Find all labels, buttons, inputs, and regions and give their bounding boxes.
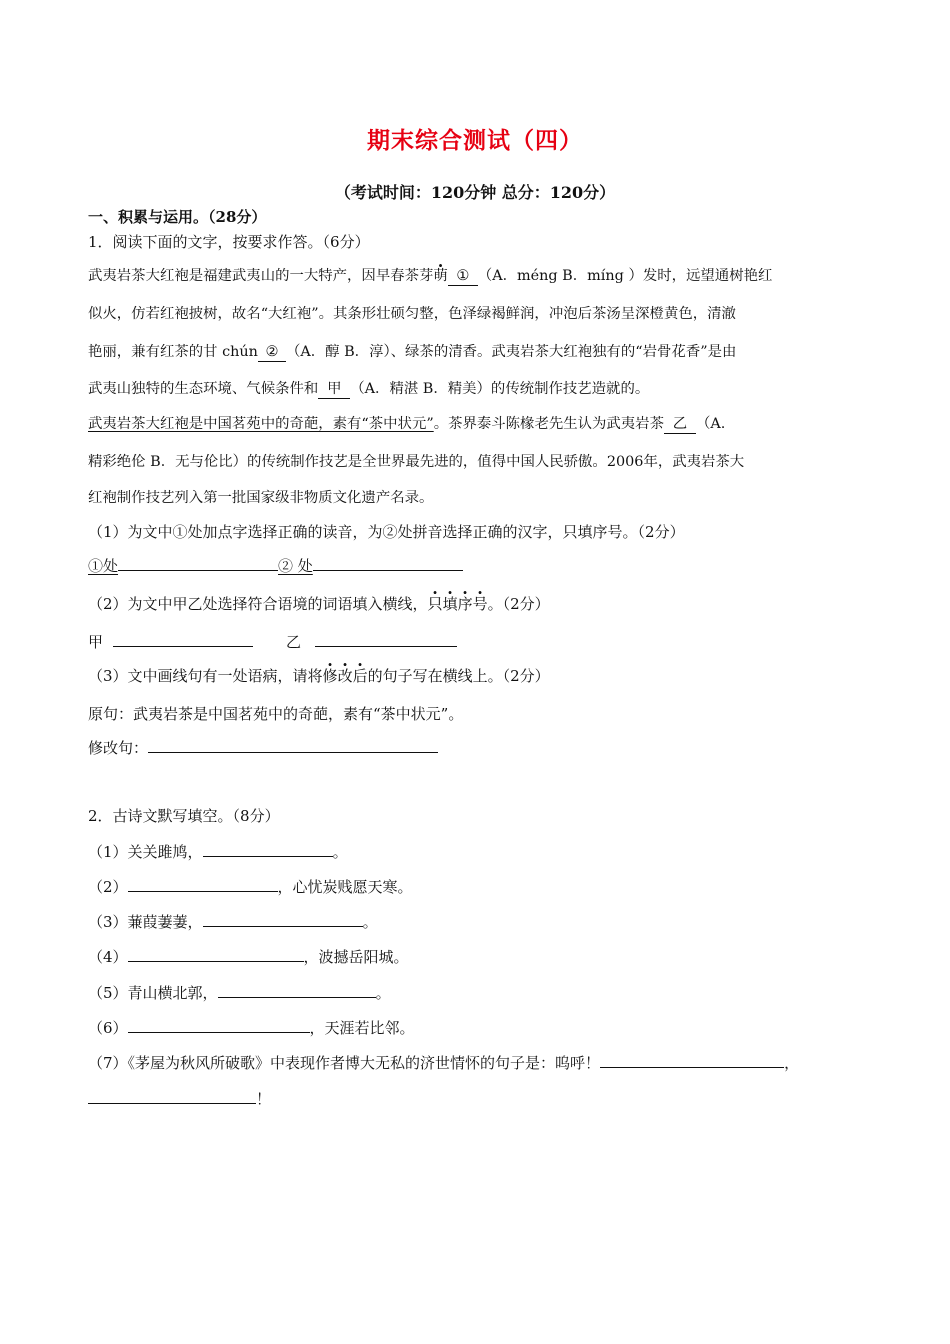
- section-heading: 一、积累与运用。（28分）: [88, 208, 267, 226]
- passage-line-7: 红袍制作技艺列入第一批国家级非物质文化遗产名录。: [88, 490, 434, 506]
- revised-blank[interactable]: [148, 738, 438, 753]
- dotted-char: 只: [427, 595, 443, 613]
- answer-blank-2[interactable]: [313, 556, 463, 571]
- original-sentence: 原句：武夷岩茶是中国茗苑中的奇葩，素有“茶中状元”。: [88, 705, 464, 723]
- poem-item-7-cont: ！: [88, 1089, 271, 1109]
- answer-blank-yi[interactable]: [315, 632, 457, 647]
- poem-blank-3[interactable]: [203, 912, 363, 927]
- poem-blank-7a[interactable]: [600, 1053, 784, 1068]
- poem-item-6: （6） ，天涯若比邻。: [88, 1019, 415, 1037]
- poem-blank-1[interactable]: [203, 842, 333, 857]
- poem-blank-7b[interactable]: [88, 1089, 256, 1104]
- poem-blank-4[interactable]: [128, 947, 304, 962]
- question-1-stem: 1．阅读下面的文字，按要求作答。（6分）: [88, 233, 370, 251]
- poem-item-7: （7）《茅屋为秋风所破歌》中表现作者博大无私的济世情怀的句子是：呜呼！ ，: [88, 1054, 800, 1072]
- blank-mark-2: ②: [258, 343, 286, 362]
- dotted-char: 萌: [433, 268, 448, 284]
- dotted-char: 修: [322, 667, 338, 685]
- poem-blank-6[interactable]: [128, 1018, 310, 1033]
- poem-blank-5[interactable]: [218, 983, 376, 998]
- dotted-char: 后: [352, 667, 368, 685]
- dotted-char: 号: [472, 595, 488, 613]
- passage-line-3: 艳丽，兼有红茶的甘 chún ② （A．醇 B．淳）、绿茶的清香。武夷岩茶大红袍独有的“岩骨花香”是由: [88, 344, 737, 360]
- answer-blank-1[interactable]: [118, 556, 278, 571]
- sub-question-3: （3）文中画线句有一处语病，请将修改后的句子写在横线上。（2分）: [88, 667, 550, 685]
- sub-question-2: （2）为文中甲乙处选择符合语境的词语填入横线，只填序号。（2分）: [88, 595, 550, 613]
- poem-item-1: （1）关关雎鸠， 。: [88, 843, 348, 861]
- dotted-text: [323, 667, 368, 685]
- answer-line-1: ①处 ② 处: [88, 556, 463, 576]
- passage-line-5: 武夷岩茶大红袍是中国茗苑中的奇葩，素有“茶中状元”。茶界泰斗陈椽老先生认为武夷岩茶 乙 （A.: [88, 416, 726, 432]
- passage-line-6: 精彩绝伦 B．无与伦比）的传统制作技艺是全世界最先进的，值得中国人民骄傲。2006年，武夷岩茶大: [88, 454, 745, 470]
- underlined-sentence: 武夷岩茶大红袍是中国茗苑中的奇葩，素有“茶中状元”: [88, 416, 434, 432]
- answer-line-2: 甲 乙: [88, 632, 457, 652]
- dotted-char: 填: [442, 595, 458, 613]
- page-title: 期末综合测试（四）: [367, 127, 583, 154]
- dotted-text: [428, 595, 488, 613]
- blank-mark-jia: 甲: [318, 380, 350, 399]
- question-2-stem: 2．古诗文默写填空。（8分）: [88, 807, 280, 825]
- passage-line-1: 武夷岩茶大红袍是福建武夷山的一大特产，因早春茶芽萌 ① （A．méng B．míng ）发时，远望通树艳红: [88, 268, 773, 284]
- poem-item-2: （2） ，心忧炭贱愿天寒。: [88, 878, 413, 896]
- dotted-char: 改: [337, 667, 353, 685]
- poem-item-5: （5）青山横北郭， 。: [88, 984, 391, 1002]
- answer-blank-jia[interactable]: [113, 632, 253, 647]
- blank-mark-1: ①: [448, 267, 478, 286]
- poem-blank-2[interactable]: [128, 877, 278, 892]
- poem-item-4: （4） ，波撼岳阳城。: [88, 948, 409, 966]
- exam-info: （考试时间：120分钟 总分：120分）: [334, 183, 616, 202]
- passage-line-4: 武夷山独特的生态环境、气候条件和 甲 （A．精湛 B．精美）的传统制作技艺造就的。: [88, 381, 650, 397]
- poem-item-3: （3）蒹葭萋萋， 。: [88, 913, 378, 931]
- dotted-char: 序: [457, 595, 473, 613]
- blank-mark-yi: 乙: [664, 415, 696, 434]
- sub-question-1: （1）为文中①处加点字选择正确的读音，为②处拼音选择正确的汉字，只填序号。（2分）: [88, 523, 685, 541]
- revised-sentence-line: 修改句：: [88, 738, 438, 758]
- passage-line-2: 似火，仿若红袍披树，故名“大红袍”。其条形壮硕匀整，色泽绿褐鲜润，冲泡后茶汤呈深橙黄色，清澈: [88, 306, 736, 322]
